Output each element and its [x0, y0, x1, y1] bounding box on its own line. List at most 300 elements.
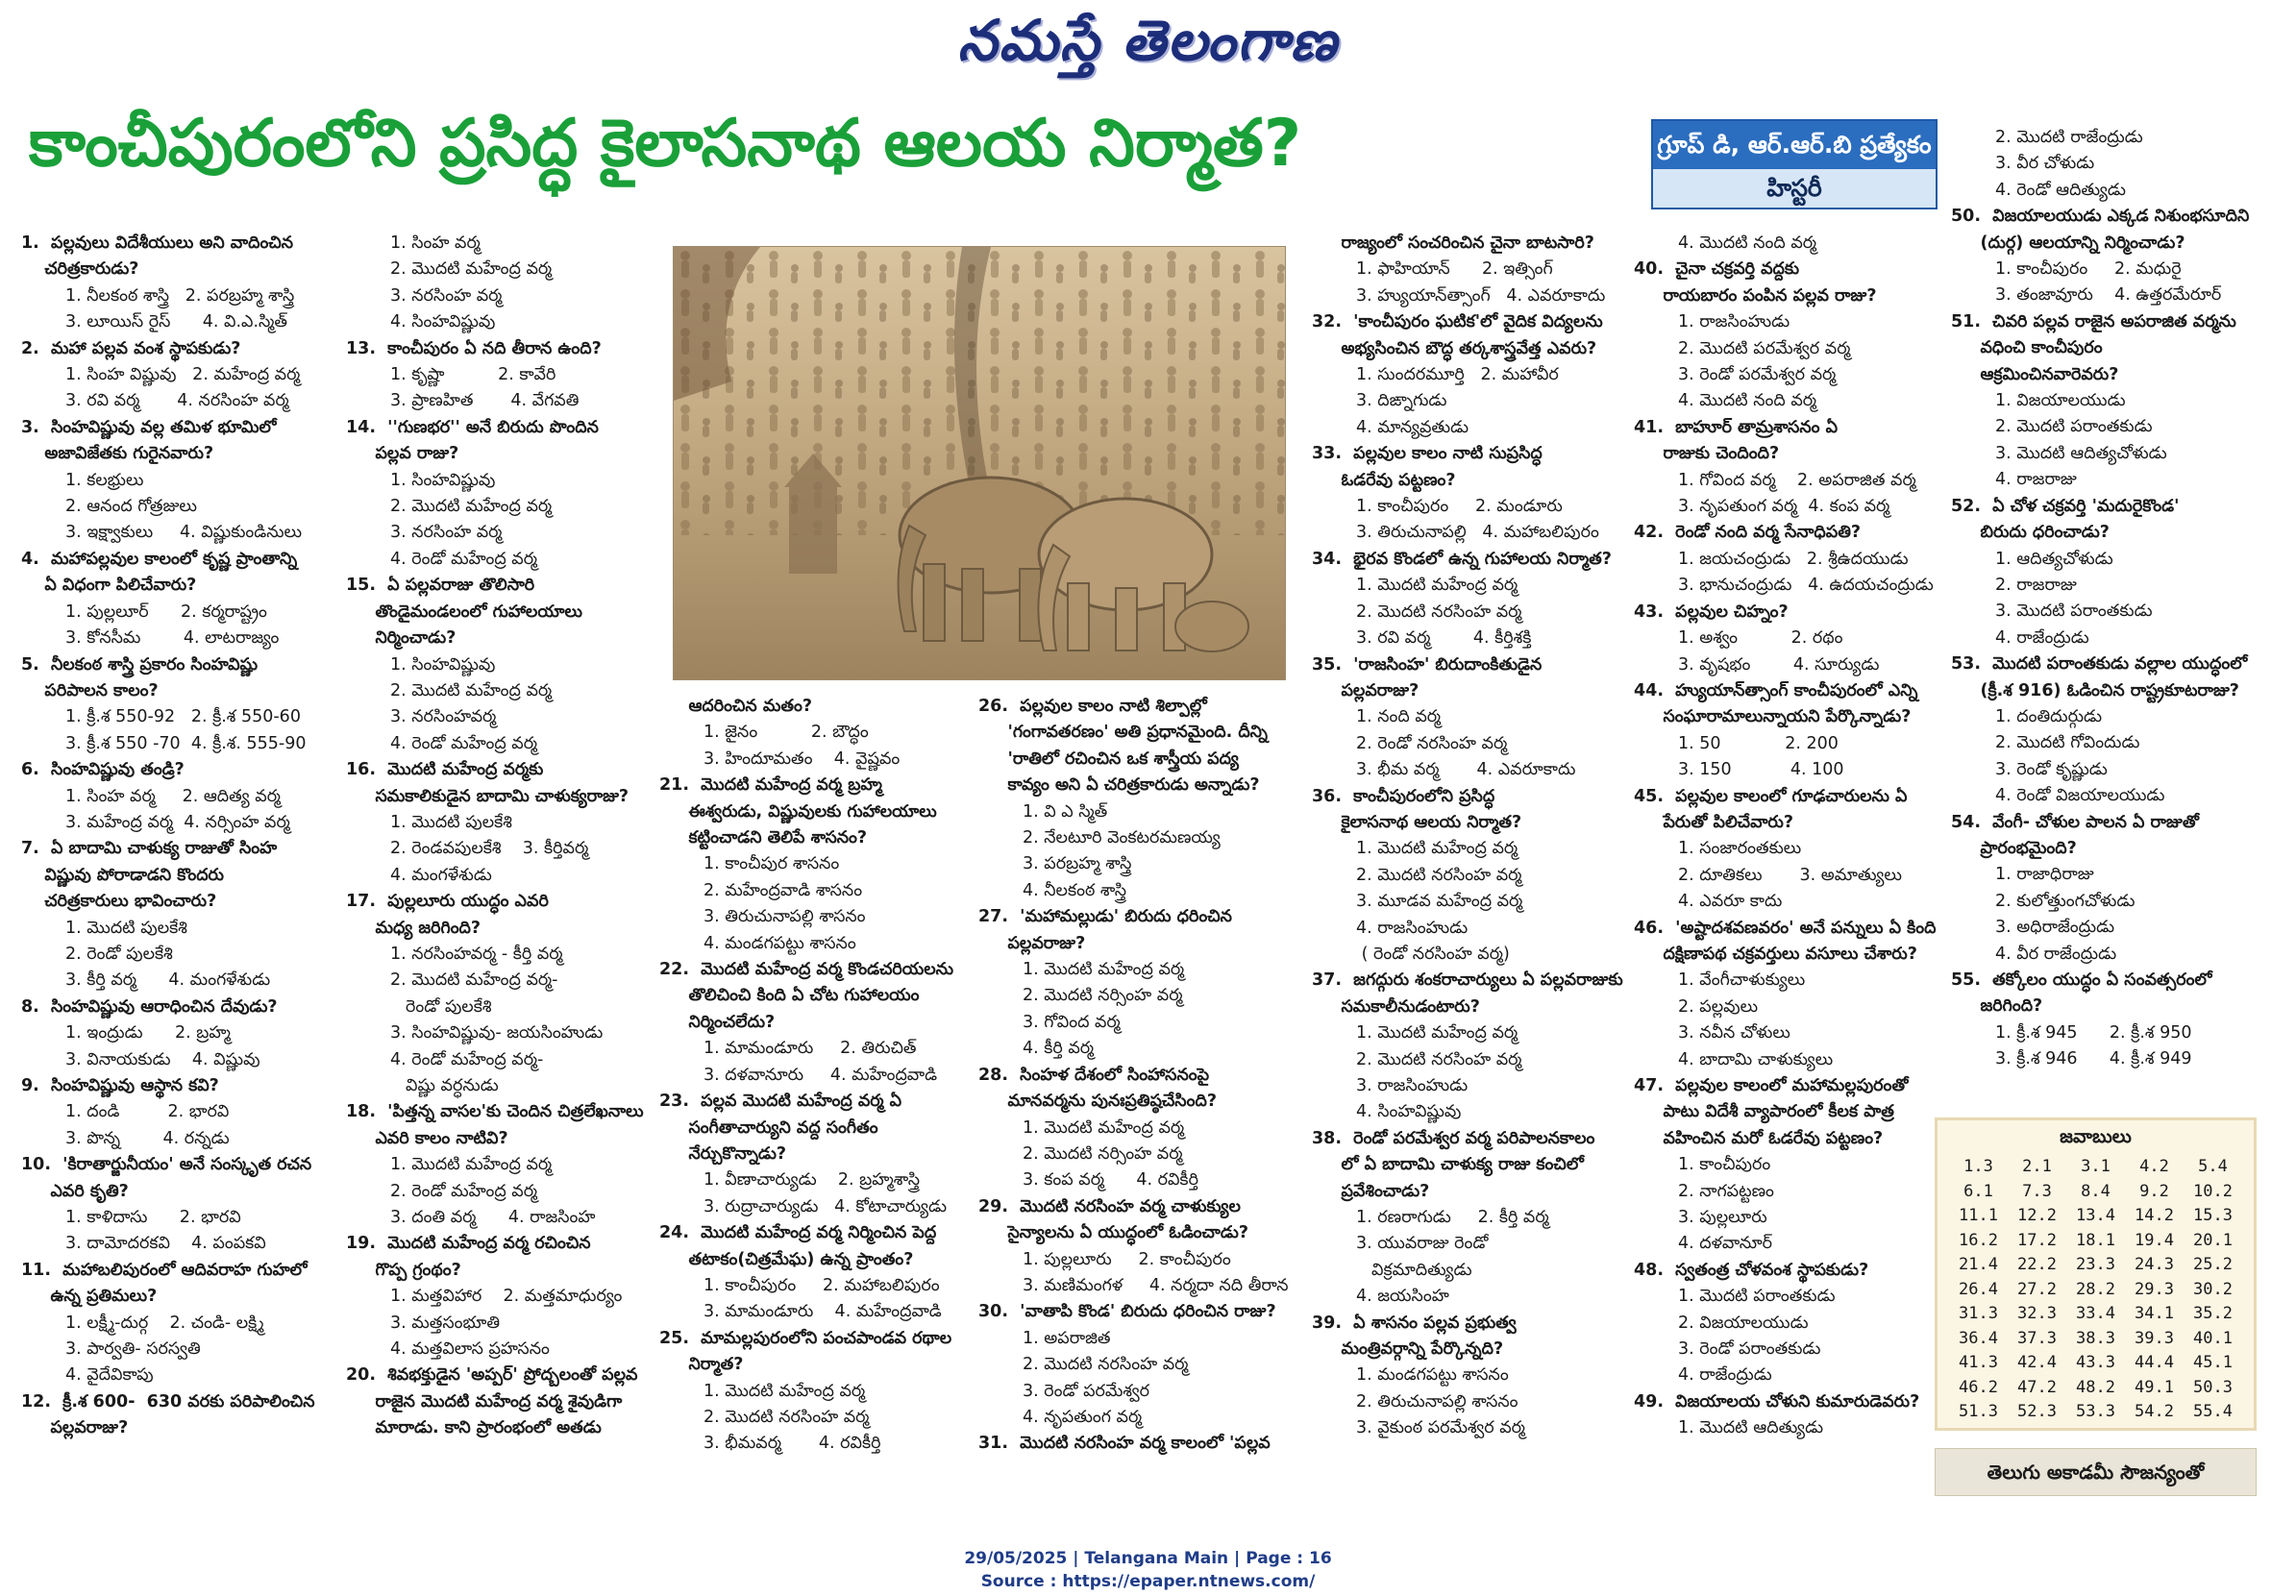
question-line: 21. మొదటి మహేంద్ర వర్మ బ్రహ్మ: [659, 775, 882, 796]
question-line: 41. బాహూర్ తామ్రశాసనం ఏ: [1634, 417, 1839, 437]
option-line: 3. వినాయకుడు 4. విష్ణువు: [65, 1049, 260, 1069]
question-line: మధ్య జరిగింది?: [346, 918, 481, 938]
option-line: 3. రెండో పరాంతకుడు: [1678, 1339, 1821, 1360]
answer-item: 29.3: [2135, 1279, 2174, 1299]
question-line: పల్లవరాజు?: [21, 1418, 129, 1438]
question-line: జరిగింది?: [1951, 996, 2043, 1017]
option-line: 2. మొదటి గోవిందుడు: [1995, 733, 2140, 753]
answer-item: 20.1: [2193, 1230, 2233, 1250]
answer-item: 48.2: [2076, 1377, 2115, 1397]
option-line: 4. రెండో మహేంద్ర వర్మ: [390, 549, 537, 569]
question-line: 46. 'అష్టాదశవణవరం' అనే పన్నులు ఏ కింది: [1634, 918, 1937, 938]
question-line: (క్రీ.శ 916) ఓడించిన రాష్ట్రకూటరాజు?: [1951, 680, 2239, 700]
option-line: 1. రాజసింహుడు: [1678, 312, 1790, 332]
option-line: 4. రెండో ఆదిత్యుడు: [1995, 180, 2126, 200]
option-line: 4. రాజేంద్రుడు: [1995, 627, 2089, 648]
option-line: 4. రెండో మహేంద్ర వర్మ-: [390, 1049, 544, 1069]
masthead-logo: నమస్తే తెలంగాణ: [957, 8, 1339, 73]
option-line: 1. ఫాహియాన్ 2. ఇత్సింగ్: [1356, 259, 1553, 280]
question-line: 33. పల్లవుల కాలం నాటి సుప్రసిద్ధ: [1312, 444, 1543, 464]
option-line: 3. పార్వతి- సరస్వతి: [65, 1339, 201, 1360]
question-line: 23. పల్లవ మొదటి మహేంద్ర వర్మ ఏ: [659, 1092, 902, 1112]
question-line: ప్రారంభమైంది?: [1951, 838, 2077, 858]
option-line: 2. మొదటి మహేంద్ర వర్మ: [390, 259, 553, 280]
option-line: 4. నీలకంఠ శాస్త్రి: [1023, 880, 1127, 900]
answer-item: 34.1: [2135, 1304, 2174, 1323]
question-line: 35. 'రాజసింహ' బిరుదాంకితుడైన: [1312, 654, 1543, 675]
option-line: 3. 150 4. 100: [1678, 760, 1844, 780]
question-line: 22. మొదటి మహేంద్ర వర్మ కొండచరియలను: [659, 960, 954, 980]
option-line: 3. మత్తసంభూతి: [390, 1313, 501, 1333]
question-line: పల్లవ రాజు?: [346, 444, 459, 464]
question-line: 43. పల్లవుల చిహ్నం?: [1634, 602, 1789, 622]
option-line: 3. రుద్రాచార్యుడు 4. కోటాచార్యుడు: [704, 1196, 948, 1216]
question-line: 27. 'మహామల్లుడు' బిరుదు ధరించిన: [978, 907, 1232, 927]
option-line: 1. కాంచీపురం 2. మహాబలిపురం: [704, 1275, 940, 1295]
option-line: 1. జయచంద్రుడు 2. శ్రీఉదయుడు: [1678, 549, 1909, 569]
option-line: 1. మొదటి మహేంద్ర వర్మ: [704, 1381, 866, 1401]
option-line: 3. భీమ వర్మ 4. ఎవరూకాదు: [1356, 760, 1576, 780]
option-line: 4. రాజరాజు: [1995, 470, 2077, 490]
option-line: 1. మొదటి పులకేశి: [65, 918, 187, 938]
answer-item: 30.2: [2193, 1279, 2233, 1299]
question-line: అభ్యసించిన బౌద్ధ తర్కశాస్త్రవేత్త ఎవరు?: [1312, 338, 1597, 358]
option-line: 2. విజయాలయుడు: [1678, 1313, 1809, 1333]
answer-item: 33.4: [2076, 1304, 2115, 1323]
question-line: రాజుకు చెందింది?: [1634, 444, 1780, 464]
option-line: రెండో పులకేశి: [406, 996, 492, 1017]
answer-item: 53.3: [2076, 1402, 2115, 1421]
option-line: 1. పుల్లలూరు 2. కాంచీపురం: [1023, 1249, 1231, 1269]
option-line: 3. తిరుచునాపల్లి 4. మహాబలిపురం: [1356, 523, 1599, 543]
option-line: 4. మంగళేశుడు: [390, 865, 492, 885]
question-line: 47. పల్లవుల కాలంలో మహామల్లపురంతో: [1634, 1076, 1909, 1095]
option-line: 3. నరసింహ వర్మ: [390, 285, 503, 306]
answer-item: 25.2: [2193, 1255, 2233, 1274]
question-line: 49. విజయాలయ చోళుని కుమారుడెవరు?: [1634, 1391, 1920, 1412]
option-line: 1. మొదటి మహేంద్ర వర్మ: [1356, 1023, 1518, 1044]
option-line: 1. సింహ విష్ణువు 2. మహేంద్ర వర్మ: [65, 365, 301, 385]
answer-item: 12.2: [2017, 1206, 2057, 1225]
question-line: 13. కాంచీపురం ఏ నది తీరాన ఉంది?: [346, 338, 602, 358]
option-line: 1. లక్ష్మీ-దుర్గ 2. చండి- లక్ష్మి: [65, 1313, 264, 1333]
option-line: 3. రాజసింహుడు: [1356, 1076, 1469, 1095]
answer-item: 14.2: [2135, 1206, 2174, 1225]
answer-item: 16.2: [1959, 1230, 1998, 1250]
question-line: 42. రెండో నంది వర్మ సేనాధిపతి?: [1634, 523, 1862, 543]
option-line: 3. హిందూమతం 4. వైష్ణవం: [704, 749, 901, 769]
answer-item: 52.3: [2017, 1402, 2057, 1421]
question-line: 34. భైరవ కొండలో ఉన్న గుహాలయ నిర్మాత?: [1312, 549, 1612, 569]
answer-key-box: [1935, 1117, 2257, 1431]
question-line: ఈశ్వరుడు, విష్ణువులకు గుహాలయాలు: [659, 801, 937, 822]
option-line: 1. క్రీ.శ 945 2. క్రీ.శ 950: [1995, 1022, 2192, 1043]
option-line: 1. కాంచీపుర శాసనం: [704, 854, 840, 874]
option-line: 2. మొదటి నర్సింహ వర్మ: [1023, 1143, 1183, 1164]
question-line: 31. మొదటి నరసింహ వర్మ కాలంలో 'పల్లవ: [978, 1434, 1271, 1454]
option-line: 3. సింహవిష్ణువు- జయసింహుడు: [390, 1023, 604, 1044]
option-line: 3. దామోదరకవి 4. పంపకవి: [65, 1234, 266, 1254]
question-line: 50. విజయాలయుడు ఎక్కడ నిశుంభసూదిని: [1951, 207, 2250, 227]
option-line: 4. దళవానూర్: [1678, 1234, 1773, 1254]
option-line: 2. రెండో మహేంద్ర వర్మ: [390, 1181, 537, 1201]
option-line: 3. నవీన చోళులు: [1678, 1023, 1790, 1044]
option-line: 2. దూతికలు 3. అమాత్యులు: [1678, 865, 1902, 885]
question-line: వధించి కాంచీపురం: [1951, 338, 2103, 358]
option-line: 3. మామండూరు 4. మహేంద్రవాడి: [704, 1302, 942, 1322]
question-line: మారాడు. కాని ప్రారంభంలో అతడు: [346, 1418, 602, 1438]
option-line: 1. రాజాధిరాజు: [1995, 865, 2094, 885]
answer-item: 13.4: [2076, 1206, 2115, 1225]
question-line: తటాకం(చిత్రమేఘ) ఉన్న ప్రాంతం?: [659, 1249, 914, 1269]
option-line: 1. వేంగీచాళుక్యులు: [1678, 970, 1806, 991]
option-line: 2. రాజరాజు: [1995, 575, 2077, 595]
question-line: 51. చివరి పల్లవ రాజైన అపరాజిత వర్మను: [1951, 311, 2236, 331]
question-line: ఆక్రమించినవారెవరు?: [1951, 364, 2119, 384]
option-line: 4. సింహవిష్ణువు: [1356, 1102, 1462, 1122]
answer-item: 31.3: [1959, 1304, 1998, 1323]
question-line: 9. సింహవిష్ణువు ఆస్థాన కవి?: [21, 1076, 219, 1095]
headline: కాంచీపురంలోని ప్రసిద్ధ కైలాసనాథ ఆలయ నిర్మాత?: [29, 106, 1302, 182]
option-line: 2. మొదటి మహేంద్ర వర్మ: [390, 680, 553, 700]
option-line: 3. దిఙ్నాగుడు: [1356, 391, 1447, 411]
option-line: 3. తిరుచునాపల్లి శాసనం: [704, 907, 866, 927]
option-line: 2. రెండో నరసింహ వర్మ: [1356, 733, 1508, 753]
option-line: 2. కులోత్తుంగచోళుడు: [1995, 891, 2136, 911]
option-line: 1. కాంచీపురం 2. మధురై: [1995, 259, 2182, 280]
option-line: 1. కలభ్రులు: [65, 470, 144, 490]
question-line: దక్షిణాపథ చక్రవర్తులు వసూలు చేశారు?: [1634, 944, 1917, 964]
option-line: 1. మొదటి మహేంద్ర వర్మ: [1023, 960, 1185, 980]
question-line: 8. సింహవిష్ణువు ఆరాధించిన దేవుడు?: [21, 996, 278, 1017]
question-line: 24. మొదటి మహేంద్ర వర్మ నిర్మించిన పెద్ద: [659, 1223, 937, 1243]
question-line: రాయబారం పంపిన పల్లవ రాజు?: [1634, 285, 1877, 306]
option-line: 3. లూయిస్ రైస్ 4. వి.ఎ.స్మిత్: [65, 312, 288, 332]
option-line: 4. కీర్తి వర్మ: [1023, 1039, 1095, 1059]
answer-item: 43.3: [2076, 1353, 2115, 1372]
option-line: 2. నాగపట్టణం: [1678, 1181, 1774, 1201]
option-line: 2. ఆనంద గోత్రజులు: [65, 497, 197, 517]
option-line: 1. వి ఎ స్మిత్: [1023, 801, 1108, 822]
option-line: 1. మొదటి మహేంద్ర వర్మ: [390, 1155, 553, 1175]
question-line: సంగీతాచార్యుని వద్ద సంగీతం: [659, 1117, 878, 1138]
answer-item: 26.4: [1959, 1279, 1998, 1299]
answer-item: 5.4: [2198, 1157, 2228, 1176]
question-line: నిర్మించలేదు?: [659, 1012, 776, 1032]
question-line: ఉన్న ప్రతిమలు?: [21, 1287, 158, 1307]
option-line: 1. అశ్వం 2. రథం: [1678, 628, 1843, 649]
option-line: 1. నరసింహవర్మ - కీర్తి వర్మ: [390, 944, 563, 964]
option-line: 2. మొదటి రాజేంద్రుడు: [1995, 128, 2143, 147]
question-line: 15. ఏ పల్లవరాజు తొలిసారి: [346, 576, 535, 596]
option-line: 3. మూడవ మహేంద్ర వర్మ: [1356, 892, 1523, 912]
option-line: 3. పుల్లలూరు: [1678, 1208, 1767, 1228]
option-line: 3. యువరాజు రెండో: [1356, 1234, 1489, 1254]
question-line: (దుర్గ) ఆలయాన్ని నిర్మించాడు?: [1951, 233, 2185, 253]
question-line: సమకాలీనుడంటారు?: [1312, 996, 1480, 1017]
question-column-2: [346, 231, 673, 1480]
question-column-5: [1312, 231, 1634, 1480]
option-line: 3. మహేంద్ర వర్మ 4. నర్సింహ వర్మ: [65, 812, 290, 832]
answer-item: 50.3: [2193, 1377, 2233, 1397]
question-line: సంఘారామాలున్నాయని పేర్కొన్నాడు?: [1634, 707, 1912, 727]
question-line: 16. మొదటి మహేంద్ర వర్మకు: [346, 760, 544, 780]
answer-item: 28.2: [2076, 1279, 2115, 1299]
question-line: పాటు విదేశీ వ్యాపారంలో కీలక పాత్ర: [1634, 1102, 1894, 1122]
option-line: 3. తంజావూరు 4. ఉత్తరమేరూర్: [1995, 285, 2222, 306]
question-line: ఓడరేవు పట్టణం?: [1312, 470, 1456, 490]
question-line: చరిత్రకారుడు?: [21, 259, 139, 280]
question-line: ఎవరి కాలం నాటివి?: [346, 1128, 508, 1148]
option-line: 4. మాన్యవ్రతుడు: [1356, 417, 1469, 437]
temple-relief-photo-icon: [673, 246, 1286, 680]
question-line: లో ఏ బాదామి చాళుక్య రాజు కంచిలో: [1312, 1155, 1584, 1175]
answer-item: 19.4: [2135, 1230, 2174, 1250]
question-column-1: [21, 231, 362, 1480]
option-line: 3. ప్రాణహిత 4. వేగవతి: [390, 391, 580, 411]
option-line: 1. కాళిదాసు 2. భారవి: [65, 1208, 241, 1228]
answer-item: 42.4: [2017, 1353, 2057, 1372]
option-line: 2. మొదటి మహేంద్ర వర్మ: [390, 497, 553, 517]
question-line: 7. ఏ బాదామి చాళుక్య రాజుతో సింహ: [21, 839, 278, 859]
question-line: 32. 'కాంచీపురం ఘటిక'లో వైదిక విద్యలను: [1312, 312, 1603, 332]
answer-item: 41.3: [1959, 1353, 1998, 1372]
option-line: 3. భానుచంద్రుడు 4. ఉదయచంద్రుడు: [1678, 576, 1934, 596]
option-line: 1. ఇంద్రుడు 2. బ్రహ్మ: [65, 1023, 231, 1044]
answer-item: 27.2: [2017, 1279, 2057, 1299]
answer-item: 3.1: [2081, 1157, 2111, 1176]
answer-item: 22.2: [2017, 1255, 2057, 1274]
question-line: 54. వేంగీ- చోళుల పాలన ఏ రాజుతో: [1951, 812, 2199, 832]
question-line: రాజ్యంలో సంచరించిన చైనా బాటసారి?: [1312, 233, 1594, 253]
question-line: 14. ''గుణభర'' అనే బిరుదు పొందిన: [346, 417, 599, 437]
question-column-7: [1951, 125, 2273, 1115]
answer-item: 45.1: [2193, 1353, 2233, 1372]
option-line: 3. రవి వర్మ 4. కీర్తిశక్తి: [1356, 628, 1532, 649]
answer-item: 55.4: [2193, 1402, 2233, 1421]
option-line: 2. మొదటి నరసింహ వర్మ: [1356, 865, 1522, 885]
question-line: 25. మామల్లపురంలోని పంచపాండవ రథాల: [659, 1328, 952, 1348]
question-line: విష్ణువు పోరాడాడని కొందరు: [21, 865, 224, 885]
question-line: అజావిజేతకు గురైనవారు?: [21, 444, 214, 464]
option-line: 3. భీమవర్మ 4. రవికీర్తి: [704, 1434, 881, 1454]
question-line: 53. మొదటి పరాంతకుడు వల్లాల యుద్ధంలో: [1951, 654, 2248, 675]
question-line: సైన్యాలను ఏ యుద్ధంలో ఓడించాడు?: [978, 1223, 1249, 1243]
question-line: 45. పల్లవుల కాలంలో గూఢచారులను ఏ: [1634, 786, 1908, 806]
question-column-4: [978, 694, 1310, 1482]
answer-item: 35.2: [2193, 1304, 2233, 1323]
answer-item: 18.1: [2076, 1230, 2115, 1250]
option-line: 4. ఎవరూ కాదు: [1678, 892, 1783, 912]
option-line: 1. కాంచీపురం 2. మండూరు: [1356, 497, 1563, 517]
question-line: 11. మహాబలిపురంలో ఆదివరాహ గుహలో: [21, 1260, 308, 1280]
question-line: తొలిచించి కింది ఏ చోట గుహాలయం: [659, 986, 920, 1006]
option-line: 3. ఇక్ష్వాకులు 4. విష్ణుకుండినులు: [65, 523, 303, 543]
question-line: కావ్యం అని ఏ చరిత్రకారుడు అన్నాడు?: [978, 775, 1260, 796]
answer-item: 32.3: [2017, 1304, 2057, 1323]
question-line: పరిపాలన కాలం?: [21, 680, 159, 700]
question-line: 4. మహాపల్లవుల కాలంలో కృష్ణ ప్రాంతాన్ని: [21, 549, 298, 569]
question-line: వహించిన మరో ఓడరేవు పట్టణం?: [1634, 1128, 1884, 1148]
question-line: 'రాతిలో రచించిన ఒక శాస్త్రీయ పద్య: [978, 749, 1239, 769]
option-line: 1. సింహవిష్ణువు: [390, 654, 496, 675]
credit-line: తెలుగు అకాడమీ సౌజన్యంతో: [1935, 1448, 2257, 1496]
option-line: 1. మొదటి మహేంద్ర వర్మ: [1023, 1117, 1185, 1138]
question-line: రాజైన మొదటి మహేంద్ర వర్మ శైవుడిగా: [346, 1391, 623, 1412]
question-line: 38. రెండో పరమేశ్వర వర్మ పరిపాలనకాలం: [1312, 1128, 1595, 1148]
question-line: బిరుదు ధరించాడు?: [1951, 523, 2110, 543]
question-column-6: [1634, 231, 1941, 1480]
option-line: 1. దండి 2. భారవి: [65, 1102, 230, 1122]
option-line: 4. రాజసింహుడు: [1356, 918, 1469, 938]
option-line: 1. మొదటి పరాంతకుడు: [1678, 1287, 1836, 1307]
option-line: 3. హ్యుయాన్‌త్సాంగ్ 4. ఎవరూకాదు: [1356, 285, 1606, 306]
option-line: 3. రెండో కృష్ణుడు: [1995, 759, 2108, 779]
question-line: నిర్మాత?: [659, 1355, 744, 1375]
question-line: 48. స్వతంత్ర చోళవంశ స్థాపకుడు?: [1634, 1260, 1869, 1280]
option-line: 2. మొదటి మహేంద్ర వర్మ-: [390, 970, 558, 991]
option-line: 1. మొదటి మహేంద్ర వర్మ: [1356, 576, 1518, 596]
option-line: 2. మొదటి నరసింహ వర్మ: [1023, 1355, 1189, 1375]
option-line: 2. మొదటి నర్సింహ వర్మ: [1023, 986, 1183, 1006]
question-line: 17. పుల్లలూరు యుద్ధం ఎవరి: [346, 892, 549, 912]
question-line: 52. ఏ చోళ చక్రవర్తి 'మదురైకొండ': [1951, 496, 2180, 516]
option-line: 1. ఆదిత్యచోళుడు: [1995, 549, 2113, 569]
answer-item: 8.4: [2081, 1181, 2111, 1201]
question-line: 1. పల్లవులు విదేశీయులు అని వాదించిన: [21, 233, 294, 253]
question-line: మంత్రివర్గాన్ని పేర్కొన్నది?: [1312, 1339, 1504, 1360]
question-line: ఎవరి కృతి?: [21, 1181, 129, 1201]
option-line: 2. నేలటూరి వెంకటరమణయ్య: [1023, 828, 1221, 848]
question-line: గొప్ప గ్రంథం?: [346, 1260, 461, 1280]
option-line: 4. రెండో విజయాలయుడు: [1995, 786, 2165, 806]
option-line: 1. నీలకంఠ శాస్త్రి 2. పరబ్రహ్మ శాస్త్రి: [65, 285, 295, 306]
option-line: 1. సుందరమూర్తి 2. మహావీర: [1356, 365, 1559, 385]
answer-item: 47.2: [2017, 1377, 2057, 1397]
question-line: 10. 'కిరాతార్జునీయం' అనే సంస్కృత రచన: [21, 1155, 312, 1175]
question-line: 19. మొదటి మహేంద్ర వర్మ రచించిన: [346, 1234, 591, 1254]
option-line: 1. జైనం 2. బౌద్ధం: [704, 723, 869, 743]
option-line: 3. పొన్న 4. రన్నడు: [65, 1128, 230, 1148]
question-line: మానవర్మను పునఃప్రతిష్ఠచేసింది?: [978, 1092, 1217, 1112]
option-line: 1. అపరాజిత: [1023, 1328, 1111, 1348]
option-line: 3. మొదటి పరాంతకుడు: [1995, 602, 2153, 622]
question-line: ఆదరించిన మతం?: [659, 697, 812, 716]
question-line: 'గంగావతరణం' అతి ప్రధానమైంది. దీన్ని: [978, 723, 1268, 743]
question-line: 6. సింహవిష్ణువు తండ్రి?: [21, 760, 185, 780]
answer-item: 49.1: [2135, 1377, 2174, 1397]
question-line: పల్లవరాజు?: [1312, 680, 1420, 700]
option-line: 3. నరసింహ వర్మ: [390, 523, 503, 543]
question-line: నేర్చుకొన్నాడు?: [659, 1143, 787, 1164]
option-line: 2. మహేంద్రవాడి శాసనం: [704, 880, 863, 900]
question-line: 40. చైనా చక్రవర్తి వద్దకు: [1634, 259, 1800, 280]
answer-item: 51.3: [1959, 1402, 1998, 1421]
option-line: 3. వైకుంఠ పరమేశ్వర వర్మ: [1356, 1418, 1525, 1438]
option-line: 1. మొదటి పులకేశి: [390, 812, 512, 832]
answer-item: 7.3: [2022, 1181, 2052, 1201]
answer-item: 36.4: [1959, 1328, 1998, 1348]
answer-item: 4.2: [2139, 1157, 2169, 1176]
question-line: ప్రవేశించాడు?: [1312, 1181, 1430, 1201]
option-line: 3. రెండో పరమేశ్వర వర్మ: [1678, 365, 1837, 385]
answer-item: 24.3: [2135, 1255, 2174, 1274]
option-line: 1. పుల్లలూర్ 2. కర్మరాష్ట్రం: [65, 602, 267, 622]
option-line: 3. నృపతుంగ వర్మ 4. కంప వర్మ: [1678, 497, 1890, 517]
option-line: 1. సింహవిష్ణువు: [390, 470, 496, 490]
question-column-3: [659, 694, 986, 1482]
answer-item: 44.4: [2135, 1353, 2174, 1372]
question-line: 3. సింహవిష్ణువు వల్ల తమిళ భూమిలో: [21, 417, 277, 437]
answer-item: 38.3: [2076, 1328, 2115, 1348]
question-line: 2. మహా పల్లవ వంశ స్థాపకుడు?: [21, 338, 241, 358]
question-line: 36. కాంచీపురంలోని ప్రసిద్ధ: [1312, 786, 1495, 806]
section-tag: [1651, 119, 1938, 209]
question-line: 5. నీలకంఠ శాస్త్రి ప్రకారం సింహవిష్ణు: [21, 654, 259, 675]
option-line: 3. రవి వర్మ 4. నరసింహ వర్మ: [65, 391, 289, 411]
option-line: 3. అధిరాజేంద్రుడు: [1995, 918, 2115, 938]
option-line: 3. కంప వర్మ 4. రవికీర్తి: [1023, 1170, 1198, 1191]
option-line: 3. కోనసీమ 4. లాటరాజ్యం: [65, 628, 280, 649]
question-line: ఏ విధంగా పిలిచేవారు?: [21, 576, 197, 596]
answer-item: 9.2: [2139, 1181, 2169, 1201]
answer-item: 23.3: [2076, 1255, 2115, 1274]
answer-item: 17.2: [2017, 1230, 2057, 1250]
answer-item: 40.1: [2193, 1328, 2233, 1348]
question-line: తొండైమండలంలో గుహాలయాలు: [346, 602, 582, 622]
option-line: 3. దంతి వర్మ 4. రాజసింహ: [390, 1208, 596, 1228]
option-line: 1. రణరాగుడు 2. కీర్తి వర్మ: [1356, 1208, 1549, 1228]
footer-date-line: 29/05/2025 | Telangana Main | Page : 16: [964, 1549, 1332, 1568]
option-line: 4. వీర రాజేంద్రుడు: [1995, 944, 2117, 964]
option-line: 2. పల్లవులు: [1678, 996, 1759, 1017]
answer-item: 10.2: [2193, 1181, 2233, 1201]
option-line: 1. గోవింద వర్మ 2. అపరాజిత వర్మ: [1678, 470, 1916, 490]
option-line: 1. మొదటి ఆదిత్యుడు: [1678, 1418, 1824, 1438]
answer-item: 1.3: [1963, 1157, 1993, 1176]
option-line: 4. వైదేవికాపు: [65, 1365, 154, 1386]
footer-source-line: Source : https://epaper.ntnews.com/: [980, 1572, 1316, 1591]
option-line: 1. కాంచీపురం: [1678, 1155, 1771, 1175]
option-line: 3. క్రీ.శ 946 4. క్రీ.శ 949: [1995, 1049, 2192, 1069]
option-line: 3. వీర చోళుడు: [1995, 154, 2095, 174]
question-line: 37. జగద్గురు శంకరాచార్యులు ఏ పల్లవరాజుకు: [1312, 970, 1623, 991]
option-line: 2. తిరుచునాపల్లి శాసనం: [1356, 1391, 1518, 1412]
answer-item: 15.3: [2193, 1206, 2233, 1225]
answer-item: 11.1: [1959, 1206, 1998, 1225]
option-line: 2. మొదటి నరసింహ వర్మ: [1356, 1049, 1522, 1069]
option-line: 4. సింహవిష్ణువు: [390, 312, 496, 332]
question-line: 39. ఏ శాసనం పల్లవ ప్రభుత్వ: [1312, 1313, 1517, 1333]
option-line: 3. దళవానూరు 4. మహేంద్రవాడి: [704, 1065, 938, 1085]
option-line: 1. మండగపట్టు శాసనం: [1356, 1365, 1509, 1386]
option-line: ( రెండో నరసింహ వర్మ): [1356, 944, 1510, 964]
option-line: 1. మొదటి మహేంద్ర వర్మ: [1356, 839, 1518, 859]
option-line: 1. విజయాలయుడు: [1995, 391, 2126, 411]
answer-key-grid: [1949, 1155, 2242, 1425]
option-line: 3. రెండో పరమేశ్వర: [1023, 1381, 1150, 1401]
option-line: 4. రాజేంద్రుడు: [1678, 1365, 1772, 1386]
option-line: 4. జయసింహ: [1356, 1287, 1449, 1307]
answer-key-title: జవాబులు: [2060, 1126, 2132, 1147]
option-line: 2. మొదటి పరమేశ్వర వర్మ: [1678, 338, 1851, 358]
option-line: 1. దంతిదుర్గుడు: [1995, 706, 2103, 726]
option-line: 1. క్రీ.శ 550-92 2. క్రీ.శ 550-60: [65, 707, 301, 727]
question-line: 26. పల్లవుల కాలం నాటి శిల్పాల్లో: [978, 697, 1207, 716]
answer-item: 39.3: [2135, 1328, 2174, 1348]
option-line: 2. రెండవపులకేశి 3. కీర్తివర్మ: [390, 839, 589, 859]
option-line: 3. వృషభం 4. సూర్యుడు: [1678, 654, 1880, 675]
